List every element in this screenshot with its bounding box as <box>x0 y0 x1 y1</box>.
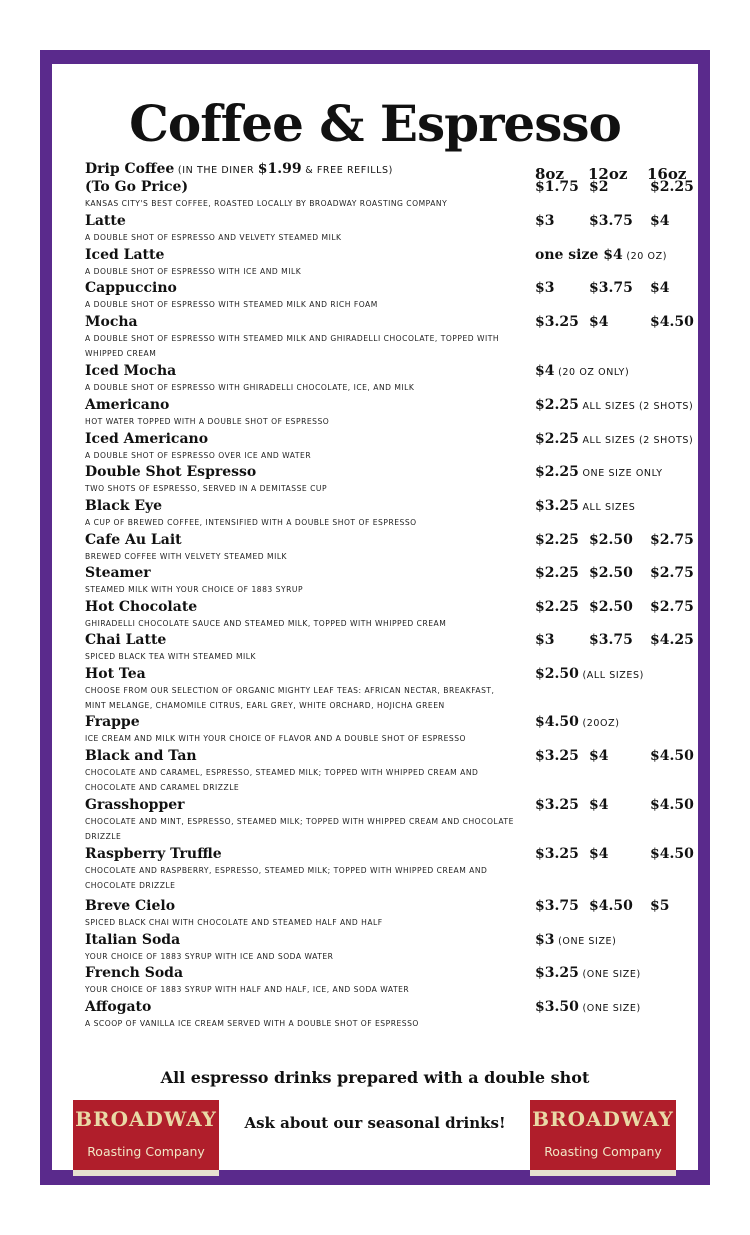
logo-title: BROADWAY <box>532 1107 674 1131</box>
item-description: SPICED BLACK CHAI WITH CHOCOLATE AND STEAMED HALF AND HALF <box>85 918 383 927</box>
item-description: CHOCOLATE AND MINT, ESPRESSO, STEAMED MILK; TOPPED WITH WHIPPED CREAM AND CHOCOLATE DRIZZLE <box>85 817 514 841</box>
item-description: BREWED COFFEE WITH VELVETY STEAMED MILK <box>85 552 288 561</box>
item-price: $4.50 <box>650 846 694 862</box>
double-shot-note: All espresso drinks prepared with a double shot <box>160 1068 590 1087</box>
menu-item <box>85 999 685 1031</box>
price-value: $2.25 <box>535 431 579 447</box>
item-description: TWO SHOTS OF ESPRESSO, SERVED IN A DEMITASSE CUP <box>85 484 328 493</box>
menu-panel <box>52 64 698 1170</box>
item-name-text: Frappe <box>85 714 140 730</box>
item-name-text: Mocha <box>85 314 138 330</box>
item-name-text: Italian Soda <box>85 932 181 948</box>
price-note: (ONE SIZE) <box>578 1003 641 1014</box>
price-value: $3.25 <box>535 498 579 514</box>
item-name-text: Black Eye <box>85 498 163 514</box>
item-price: $2 <box>589 179 609 195</box>
logo-bar <box>530 1170 676 1176</box>
item-name-text: Affogato <box>85 999 152 1015</box>
item-description: CHOCOLATE AND CARAMEL, ESPRESSO, STEAMED MILK; TOPPED WITH WHIPPED CREAM AND CHOCOLATE AND CARAMEL DRIZZLE <box>85 768 479 792</box>
item-description: CHOOSE FROM OUR SELECTION OF ORGANIC MIGHTY LEAF TEAS: AFRICAN NECTAR, BREAKFAST, MINT MELANGE, CHAMOMILE CITRUS, EARL GREY, WHITE ORCHARD, HOJICHA GREEN <box>85 686 495 710</box>
price-value: $4.50 <box>535 714 579 730</box>
menu-item <box>85 363 685 395</box>
item-name-text: Raspberry Truffle <box>85 846 222 862</box>
item-description: YOUR CHOICE OF 1883 SYRUP WITH ICE AND SODA WATER <box>85 952 334 961</box>
item-name-text: Cappuccino <box>85 280 177 296</box>
price-value: $3.50 <box>535 999 579 1015</box>
seasonal-drinks-note: Ask about our seasonal drinks! <box>244 1114 506 1132</box>
menu-item <box>85 314 694 361</box>
item-price: $4 <box>589 846 609 862</box>
item-price: $2.75 <box>650 565 694 581</box>
item-price: $3.75 <box>589 213 633 229</box>
item-name-text: Drip Coffee <box>85 161 175 177</box>
item-price: $4 <box>650 280 670 296</box>
item-description: KANSAS CITY'S BEST COFFEE, ROASTED LOCALLY BY BROADWAY ROASTING COMPANY <box>85 199 448 208</box>
item-name-text: Latte <box>85 213 126 229</box>
menu-item <box>85 965 685 997</box>
menu-item <box>85 532 694 564</box>
menu-item <box>85 280 685 312</box>
item-description: SPICED BLACK TEA WITH STEAMED MILK <box>85 652 256 661</box>
item-price <box>535 666 644 682</box>
item-price: $3.75 <box>589 632 633 648</box>
menu-item <box>85 846 694 893</box>
item-price <box>535 464 663 480</box>
item-price: $2.25 <box>535 565 579 581</box>
item-price <box>535 932 616 948</box>
price-note: (ALL SIZES) <box>578 670 644 681</box>
item-price: $2.25 <box>535 532 579 548</box>
item-price: $3.25 <box>535 846 579 862</box>
item-name-text: Cafe Au Lait <box>85 532 182 548</box>
item-price: $3.25 <box>535 748 579 764</box>
menu-item <box>85 464 685 496</box>
menu-item <box>85 599 694 631</box>
item-price: $3.25 <box>535 314 579 330</box>
item-price: $4.50 <box>650 797 694 813</box>
item-description: A DOUBLE SHOT OF ESPRESSO WITH ICE AND MILK <box>85 267 302 276</box>
price-value: $4 <box>603 247 623 263</box>
item-name-text: (To Go Price) <box>85 179 189 195</box>
item-price: $2.75 <box>650 599 694 615</box>
price-note: ALL SIZES (2 SHOTS) <box>578 401 694 412</box>
item-description: A DOUBLE SHOT OF ESPRESSO WITH GHIRADELLI CHOCOLATE, ICE, AND MILK <box>85 383 415 392</box>
price-note: (20 OZ ONLY) <box>554 367 630 378</box>
item-name-text: Steamer <box>85 565 151 581</box>
item-description: A SCOOP OF VANILLA ICE CREAM SERVED WITH A DOUBLE SHOT OF ESPRESSO <box>85 1019 419 1028</box>
item-price: $3 <box>535 280 555 296</box>
item-description: STEAMED MILK WITH YOUR CHOICE OF 1883 SYRUP <box>85 585 304 594</box>
item-price <box>535 431 693 447</box>
item-price: $5 <box>650 898 670 914</box>
menu-item <box>85 397 694 429</box>
item-price: $2.75 <box>650 532 694 548</box>
item-price: $4 <box>650 213 670 229</box>
item-price: $2.50 <box>589 565 633 581</box>
logo-title: BROADWAY <box>75 1107 217 1131</box>
item-description: ICE CREAM AND MILK WITH YOUR CHOICE OF FLAVOR AND A DOUBLE SHOT OF ESPRESSO <box>85 734 467 743</box>
item-price: $2.50 <box>589 532 633 548</box>
item-price: $4.50 <box>589 898 633 914</box>
item-name-text: Double Shot Espresso <box>85 464 257 480</box>
item-description: A DOUBLE SHOT OF ESPRESSO WITH STEAMED MILK AND RICH FOAM <box>85 300 378 309</box>
price-note: (ONE SIZE) <box>578 969 641 980</box>
price-note: (20 OZ) <box>622 251 668 262</box>
item-name-text: Chai Latte <box>85 632 167 648</box>
item-name-text: Black and Tan <box>85 748 197 764</box>
item-price <box>535 999 641 1015</box>
menu-item <box>85 748 694 795</box>
item-name <box>85 161 685 179</box>
item-description: A DOUBLE SHOT OF ESPRESSO OVER ICE AND WATER <box>85 451 312 460</box>
item-name-text: Breve Cielo <box>85 898 176 914</box>
item-name-text: Americano <box>85 397 170 413</box>
item-name-text: Iced Latte <box>85 247 165 263</box>
item-price: $2.25 <box>535 599 579 615</box>
logo-subtitle: Roasting Company <box>544 1144 662 1159</box>
logo-bar <box>73 1170 219 1176</box>
item-description: A DOUBLE SHOT OF ESPRESSO AND VELVETY STEAMED MILK <box>85 233 342 242</box>
item-price <box>535 965 641 981</box>
price-value: $4 <box>535 363 555 379</box>
menu-item <box>85 213 685 245</box>
menu-item <box>85 247 685 279</box>
item-price: $3.75 <box>589 280 633 296</box>
menu-item <box>85 431 694 463</box>
item-price: $4.50 <box>650 314 694 330</box>
item-price <box>535 363 629 379</box>
item-price: $4.50 <box>650 748 694 764</box>
item-price <box>535 498 635 514</box>
item-name-text: Iced Mocha <box>85 363 177 379</box>
menu-item <box>85 797 694 844</box>
item-name-text: French Soda <box>85 965 184 981</box>
item-name-text: Iced Americano <box>85 431 209 447</box>
logo-subtitle: Roasting Company <box>87 1144 205 1159</box>
item-price: $3.75 <box>535 898 579 914</box>
size-header-8oz: 8oz <box>535 165 564 183</box>
item-description: A CUP OF BREWED COFFEE, INTENSIFIED WITH A DOUBLE SHOT OF ESPRESSO <box>85 518 417 527</box>
size-header-12oz: 12oz <box>588 165 628 183</box>
item-price: $2.25 <box>650 179 694 195</box>
item-price: $3 <box>535 213 555 229</box>
menu-item <box>85 932 685 964</box>
item-name-text: Hot Tea <box>85 666 146 682</box>
price-note: ALL SIZES (2 SHOTS) <box>578 435 694 446</box>
item-price <box>535 714 620 730</box>
item-name-note <box>174 161 393 177</box>
menu-item <box>85 714 685 746</box>
item-price: $2.50 <box>589 599 633 615</box>
price-note: (ONE SIZE) <box>554 936 617 947</box>
note-text: & FREE REFILLS) <box>301 165 393 176</box>
price-value: $2.25 <box>535 397 579 413</box>
item-price: $4.25 <box>650 632 694 648</box>
price-note: ONE SIZE ONLY <box>578 468 663 479</box>
item-description: CHOCOLATE AND RASPBERRY, ESPRESSO, STEAMED MILK; TOPPED WITH WHIPPED CREAM AND CHOCOLATE DRIZZLE <box>85 866 488 890</box>
item-description: GHIRADELLI CHOCOLATE SAUCE AND STEAMED MILK, TOPPED WITH WHIPPED CREAM <box>85 619 447 628</box>
menu-item <box>85 666 685 713</box>
menu-border <box>40 50 710 1185</box>
price-value: $3 <box>535 932 555 948</box>
note-price: $1.99 <box>257 161 302 177</box>
note-text: (IN THE DINER <box>177 165 258 176</box>
price-note: (20OZ) <box>578 718 620 729</box>
item-price <box>535 397 693 413</box>
menu-item <box>85 161 685 179</box>
price-value: $2.25 <box>535 464 579 480</box>
item-description: HOT WATER TOPPED WITH A DOUBLE SHOT OF ESPRESSO <box>85 417 330 426</box>
item-description: A DOUBLE SHOT OF ESPRESSO WITH STEAMED MILK AND GHIRADELLI CHOCOLATE, TOPPED WITH WHIPPED CREAM <box>85 334 500 358</box>
item-description: YOUR CHOICE OF 1883 SYRUP WITH HALF AND HALF, ICE, AND SODA WATER <box>85 985 410 994</box>
menu-item <box>85 179 694 211</box>
price-value: $2.50 <box>535 666 579 682</box>
menu-item <box>85 898 685 930</box>
price-prefix: one size <box>535 247 604 263</box>
menu-item <box>85 498 685 530</box>
item-price <box>535 247 667 263</box>
item-price: $3 <box>535 632 555 648</box>
item-name-text: Hot Chocolate <box>85 599 198 615</box>
menu-item <box>85 632 694 664</box>
price-note: ALL SIZES <box>578 502 636 513</box>
price-value: $3.25 <box>535 965 579 981</box>
item-price: $4 <box>589 314 609 330</box>
broadway-logo-right <box>530 1100 676 1176</box>
item-price: $3.25 <box>535 797 579 813</box>
item-price: $4 <box>589 748 609 764</box>
menu-item <box>85 565 694 597</box>
broadway-logo-left <box>73 1100 219 1176</box>
size-header-16oz: 16oz <box>647 165 687 183</box>
item-name-text: Grasshopper <box>85 797 185 813</box>
item-price: $4 <box>589 797 609 813</box>
item-price: $1.75 <box>535 179 579 195</box>
menu-title: Coffee & Espresso <box>129 94 621 153</box>
